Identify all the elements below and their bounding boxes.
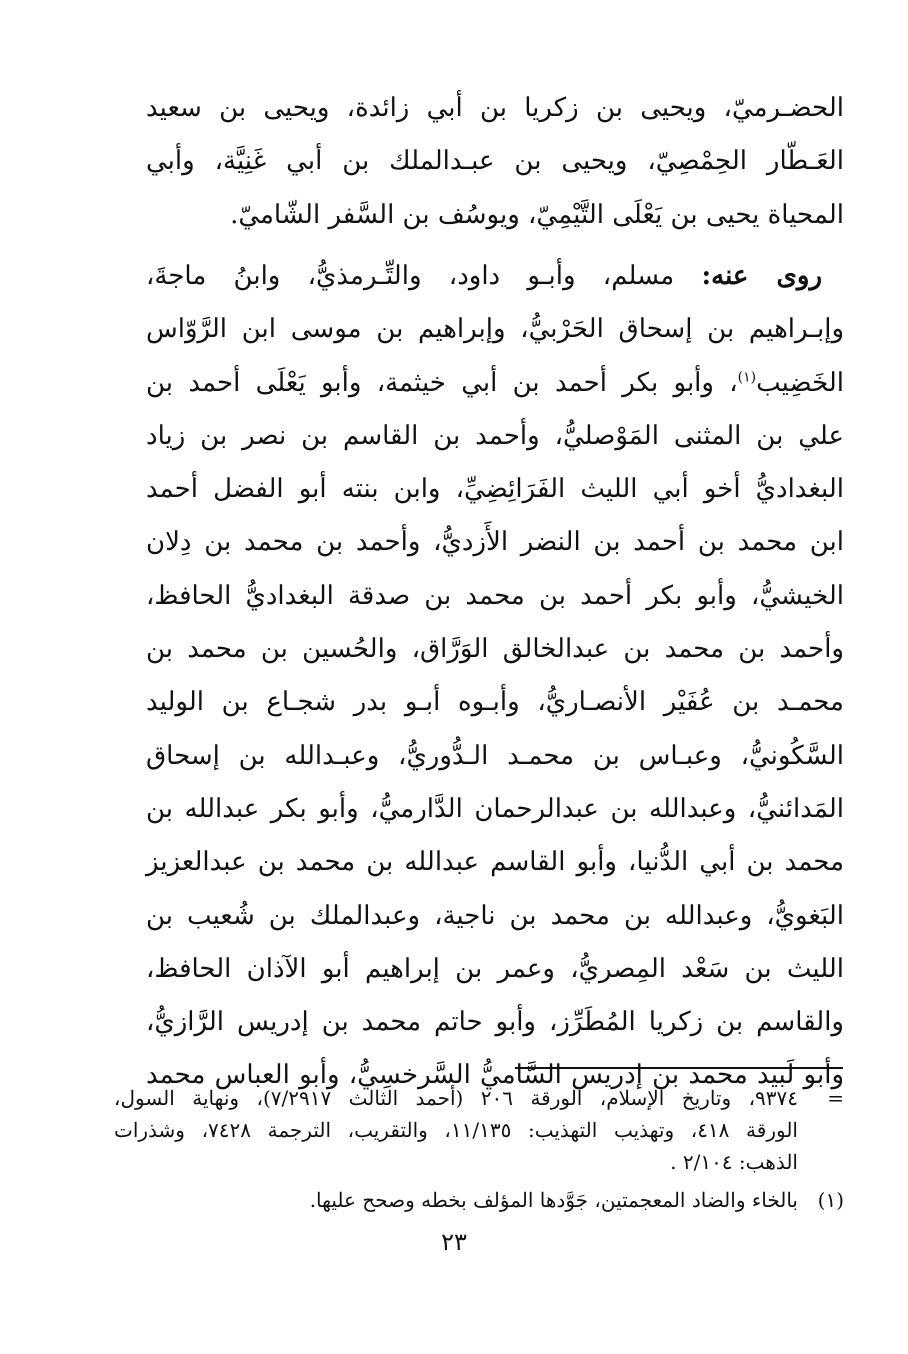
text-line: محمـد بن عُفَيْر الأنصـاريُّ، وأبـوه أبـو بدر شجـاع بن الوليد xyxy=(146,687,844,718)
footnote-text: ٩٣٧٤، وتاريخ الإسلام، الورقة ٢٠٦ (أحمد الثالث ٧/٢٩١٧)، ونهاية السول، xyxy=(114,1086,799,1110)
text-line: السَّكُونيُّ، وعبـاس بن محمـد الـدُّوريُّ، وعبـدالله بن إسحاق xyxy=(146,740,844,771)
text-line: الليث بن سَعْد المِصريُّ، وعمر بن إبراهيم أبو الآذان الحافظ، xyxy=(146,953,844,984)
text-line: ابن محمد بن أحمد بن النضر الأَزديُّ، وأحمد بن محمد بن دِلان xyxy=(146,527,844,558)
text-line: الخيشيُّ، وأبو بكر أحمد بن محمد بن صدقة البغداديُّ الحافظ، xyxy=(146,580,844,611)
continuation-marker: = xyxy=(827,1086,845,1110)
footnote-number: (١) xyxy=(817,1188,844,1212)
text-line: وأحمد بن محمد بن عبدالخالق الوَرَّاق، والحُسين بن محمد بن xyxy=(146,634,844,665)
section-label: روى عنه: xyxy=(701,261,822,291)
footnote-line xyxy=(114,1082,844,1114)
footnote-separator xyxy=(515,1067,843,1069)
footnote-text: الذهب: ٢/١٠٤ . xyxy=(670,1150,798,1174)
footnote-text: الورقة ٤١٨، وتهذيب التهذيب: ١١/١٣٥، والتقريب، الترجمة ٧٤٢٨، وشذرات xyxy=(114,1118,798,1142)
text-segment: مسلم، وأبـو داود، والتِّـرمذيُّ، وابنُ ماجةَ، xyxy=(146,261,675,291)
text-line: علي بن المثنى المَوْصليُّ، وأحمد بن القاسم بن نصر بن زياد xyxy=(146,420,844,451)
main-text xyxy=(146,82,844,242)
text-line: وأبو لَبيد محمد بن إدريس السَّاميُّ السَّرخسِيُّ، وأبو العباس محمد xyxy=(146,1060,844,1091)
text-segment: ، وأبو بكر أحمد بن أبي خيثمة، وأبو يَعْلَى أحمد بن xyxy=(146,367,738,398)
footnote-line xyxy=(114,1114,844,1146)
text-line xyxy=(146,250,844,303)
text-line: المَدائنيُّ، وعبدالله بن عبدالرحمان الدَّارميُّ، وأبو بكر عبدالله بن xyxy=(146,793,844,824)
narrators-paragraph xyxy=(146,250,844,1103)
text-line: والقاسم بن زكريا المُطَرِّز، وأبو حاتم محمد بن إدريس الرَّازيُّ، xyxy=(146,1007,844,1038)
text-line: وإبـراهيم بن إسحاق الحَرْبيُّ، وإبراهيم بن موسى ابن الرَّوّاس xyxy=(146,314,844,345)
page-number: ٢٣ xyxy=(441,1228,467,1256)
footnotes xyxy=(114,1082,844,1216)
text-line xyxy=(146,357,844,410)
text-line: محمد بن أبي الدُّنيا، وأبو القاسم عبدالله بن محمد بن عبدالعزيز xyxy=(146,847,845,878)
text-line: العَـطّار الحِمْصِيّ، ويحيى بن عبـدالملك بن أبي غَنِيَّة، وأبي xyxy=(146,146,844,177)
footnote-text: بالخاء والضاد المعجمتين، جَوَّدها المؤلف بخطه وصحح عليها. xyxy=(309,1188,798,1212)
text-line: البَغويُّ، وعبدالله بن محمد بن ناجية، وعبدالملك بن شُعيب بن xyxy=(146,900,844,931)
text-segment: الخَضِيب xyxy=(756,367,844,398)
text-line: البغداديُّ أخو أبي الليث الفَرَائِضِيِّ، وابن بنته أبو الفضل أحمد xyxy=(146,474,844,505)
text-line: المحياة يحيى بن يَعْلَى التَّيْمِيّ، ويوسُف بن السَّفر الشّاميّ. xyxy=(230,199,844,230)
text-line: الحضـرميّ، ويحيى بن زكريا بن أبي زائدة، ويحيى بن سعيد xyxy=(146,93,844,123)
footnote-line xyxy=(114,1184,844,1216)
footnote-line xyxy=(114,1146,844,1178)
footnote-ref[interactable]: (١) xyxy=(737,368,757,385)
